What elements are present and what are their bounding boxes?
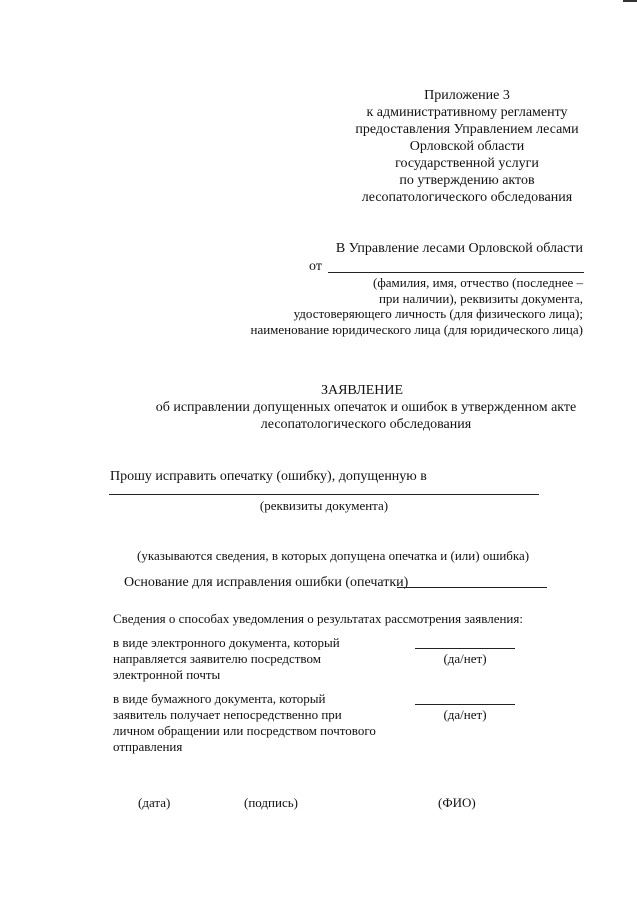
option2-answer-line[interactable]	[415, 704, 515, 705]
option1-answer-hint: (да/нет)	[443, 651, 487, 666]
title-subtitle-2: лесопатологического обследования	[260, 417, 472, 432]
signature-name: (ФИО)	[438, 795, 476, 810]
option1-answer-line[interactable]	[415, 648, 515, 649]
signature-date: (дата)	[138, 795, 171, 810]
appendix-line-3: предоставления Управлением лесами	[355, 122, 579, 137]
addressee-hint-2: при наличии), реквизиты документа,	[378, 291, 583, 306]
option2-line-2: заявитель получает непосредственно при	[113, 707, 342, 722]
notification-header: Сведения о способах уведомления о результатах рассмотрения заявления:	[113, 611, 523, 626]
document-fill-line[interactable]	[109, 494, 539, 495]
option2-line-3: личном обращении или посредством почтового	[113, 723, 376, 738]
request-text: Прошу исправить опечатку (ошибку), допущенную в	[110, 469, 427, 484]
appendix-line-2: к административному регламенту	[366, 105, 568, 120]
option1-line-2: направляется заявителю посредством	[113, 651, 321, 666]
scan-corner-mark	[623, 0, 637, 2]
addressee-to: В Управление лесами Орловской области	[335, 241, 583, 256]
addressee-hint-1: (фамилия, имя, отчество (последнее –	[372, 275, 583, 290]
signature-sign: (подпись)	[244, 795, 298, 810]
title-subtitle-1: об исправлении допущенных опечаток и ошибок в утвержденном акте	[155, 400, 577, 415]
option2-answer-hint: (да/нет)	[443, 707, 487, 722]
addressee-hint-3: удостоверяющего личность (для физического лица);	[293, 306, 583, 321]
addressee-hint-4: наименование юридического лица (для юридического лица)	[250, 322, 583, 337]
basis-label: Основание для исправления ошибки (опечатки)	[124, 575, 409, 590]
from-fill-line[interactable]	[328, 272, 584, 273]
appendix-line-4: Орловской области	[409, 139, 525, 154]
option2-line-1: в виде бумажного документа, который	[113, 691, 326, 706]
title-heading: ЗАЯВЛЕНИЕ	[320, 383, 404, 398]
details-hint: (указываются сведения, в которых допущена опечатка и (или) ошибка)	[137, 548, 530, 563]
appendix-line-7: лесопатологического обследования	[361, 190, 573, 205]
basis-fill-line[interactable]	[397, 587, 547, 588]
document-hint: (реквизиты документа)	[259, 498, 389, 513]
option1-line-1: в виде электронного документа, который	[113, 635, 340, 650]
appendix-line-5: государственной услуги	[395, 156, 539, 171]
option2-line-4: отправления	[113, 739, 183, 754]
appendix-line-1: Приложение 3	[424, 88, 510, 103]
from-label: от	[309, 259, 322, 274]
appendix-line-6: по утверждению актов	[399, 173, 535, 188]
option1-line-3: электронной почты	[113, 667, 221, 682]
